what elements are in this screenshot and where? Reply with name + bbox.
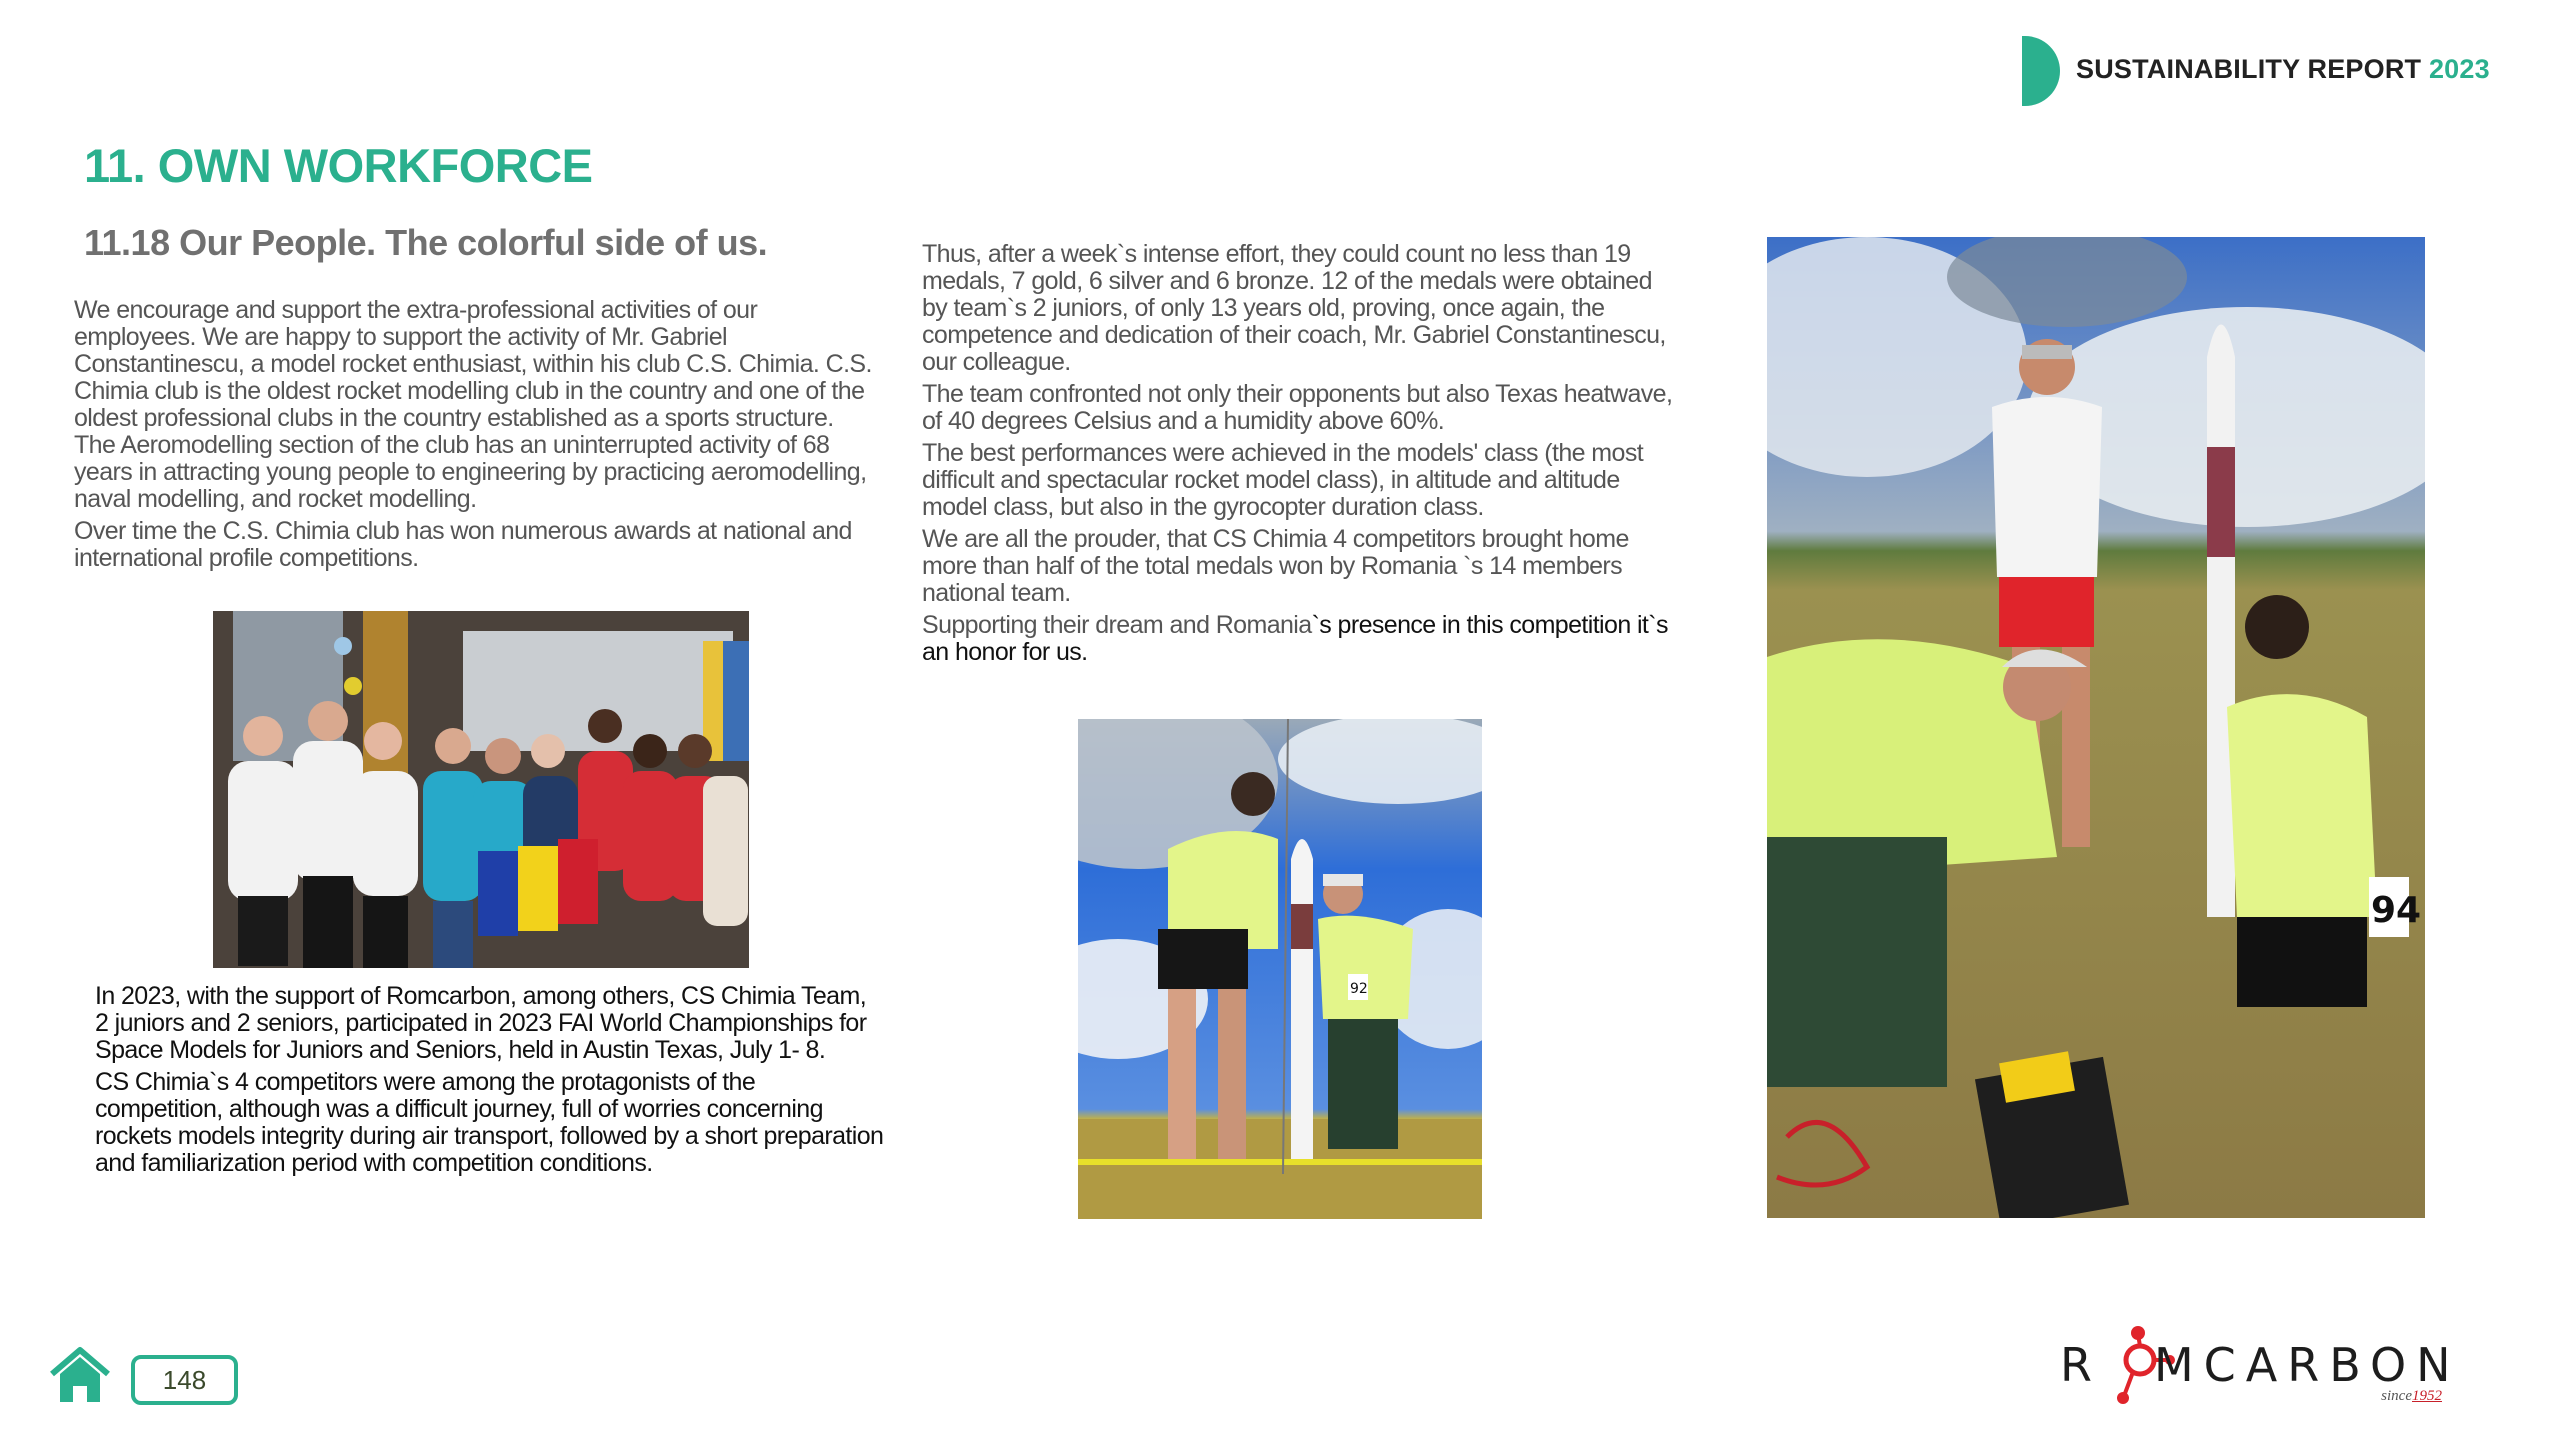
left-lower-text	[95, 983, 885, 1182]
home-icon	[48, 1346, 112, 1404]
logo-wordmark-rest: MCARBON	[2153, 1338, 2461, 1392]
bib-number: 94	[2371, 890, 2422, 931]
rocket-launch-photo	[1078, 719, 1482, 1219]
team-photo-illustration	[1767, 237, 2425, 1218]
paragraph: We encourage and support the extra-professional activities of our employees. We are happy to support the activity of Mr. Gabriel Constantinescu, a model rocket enthusiast, within his club C.S. Chimia. C.S. Chimia club is the oldest rocket modelling club in the country and one of the oldest professional clubs in the country established as a sports structure. The Aeromodelling section of the club has an uninterrupted activity of 68 years in attracting young people to engineering by practicing aeromodelling, naval modelling, and rocket modelling.	[74, 296, 872, 513]
closing-dark: `s presence in this competition it`s an honor for us.	[922, 611, 1668, 666]
paragraph: Over time the C.S. Chimia club has won numerous awards at national and international profile competitions.	[74, 517, 852, 572]
group-photo-illustration	[213, 611, 749, 968]
home-button[interactable]	[48, 1346, 112, 1404]
paragraph: Thus, after a week`s intense effort, they could count no less than 19 medals, 7 gold, 6 silver and 6 bronze. 12 of the medals were obtained by team`s 2 juniors, of only 13 years old, proving, once again, the competence and dedication of their coach, Mr. Gabriel Constantinescu, our colleague.	[922, 240, 1666, 376]
logo-wordmark: RMCARBON	[2060, 1338, 2461, 1392]
logo-since	[2381, 1388, 2442, 1405]
launch-photo-illustration	[1078, 719, 1482, 1219]
logo-since-year: 1952	[2412, 1388, 2442, 1404]
closing-paragraph	[922, 612, 1682, 666]
group-medal-photo	[213, 611, 749, 968]
closing-gray: Supporting their dream and Romania	[922, 611, 1312, 639]
team-assembly-photo	[1767, 237, 2425, 1218]
report-year: 2023	[2428, 54, 2490, 84]
paragraph: In 2023, with the support of Romcarbon, among others, CS Chimia Team, 2 juniors and 2 seniors, participated in 2023 FAI World Championships for Space Models for Juniors and Seniors, held in Austin Texas, July 1- 8.	[95, 982, 867, 1064]
paragraph: CS Chimia`s 4 competitors were among the protagonists of the competition, although was a difficult journey, full of worries concerning rockets models integrity during air transport, followed by a short preparation and familiarization period with competition conditions.	[95, 1068, 884, 1177]
romcarbon-logo	[2060, 1330, 2460, 1410]
report-label: SUSTAINABILITY REPORT	[2076, 54, 2422, 84]
section-title: 11. OWN WORKFORCE	[84, 139, 593, 192]
report-brand-mark	[2022, 36, 2060, 106]
paragraph: We are all the prouder, that CS Chimia 4 competitors brought home more than half of the total medals won by Romania `s 14 members national team.	[922, 525, 1629, 607]
section-subtitle: 11.18 Our People. The colorful side of us.	[84, 222, 768, 263]
paragraph: The best performances were achieved in the models' class (the most difficult and spectacular rocket model class), in altitude and altitude model class, but also in the gyrocopter duration class.	[922, 439, 1644, 521]
logo-since-label: since	[2381, 1388, 2412, 1404]
paragraph: The team confronted not only their opponents but also Texas heatwave, of 40 degrees Celsius and a humidity above 60%.	[922, 380, 1673, 435]
left-column-text	[74, 297, 874, 577]
page-number	[131, 1355, 238, 1405]
middle-column-text	[922, 241, 1682, 671]
report-title	[2076, 54, 2490, 85]
bib-number: 92	[1350, 981, 1368, 997]
page-number-value: 148	[162, 1364, 207, 1395]
